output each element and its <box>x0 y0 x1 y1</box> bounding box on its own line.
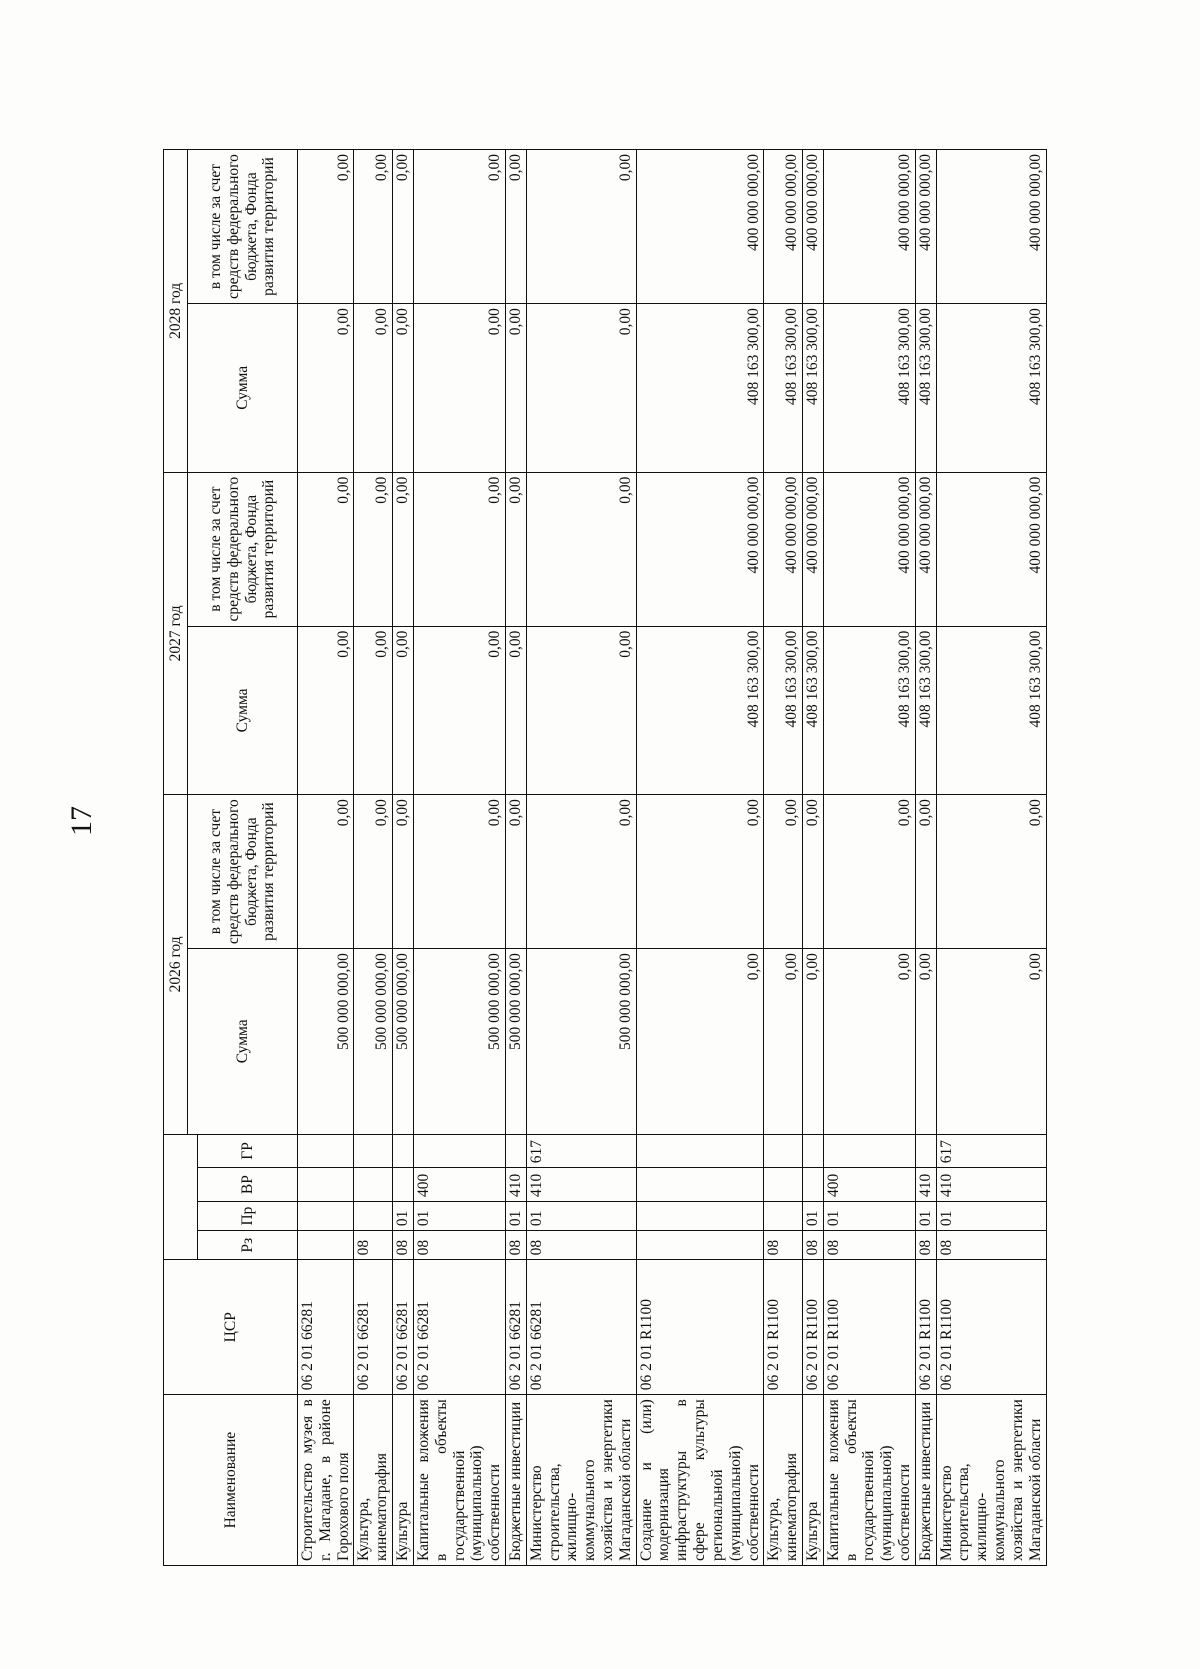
cell-sum-2027: 408 163 300,00 <box>636 626 764 795</box>
cell-sum-2026: 0,00 <box>915 949 936 1134</box>
cell-federal-2027: 0,00 <box>526 472 636 626</box>
cell-name: Министерство строительства, жилищно-коммунального хозяйства и энергетики Магаданской области <box>526 1395 636 1566</box>
cell-federal-2026: 0,00 <box>802 795 823 949</box>
header-pr: Пр <box>198 1201 298 1230</box>
table-row <box>526 150 636 1566</box>
cell-federal-2028: 400 000 000,00 <box>636 150 764 304</box>
cell-vr <box>298 1168 354 1202</box>
cell-federal-2028: 0,00 <box>505 150 526 304</box>
cell-rz: 08 <box>915 1231 936 1260</box>
cell-federal-2026: 0,00 <box>505 795 526 949</box>
cell-csr: 06 2 01 66281 <box>298 1260 354 1395</box>
cell-rz: 08 <box>823 1231 915 1260</box>
header-name: Наименование <box>164 1395 298 1566</box>
cell-sum-2026: 500 000 000,00 <box>298 949 354 1134</box>
cell-vr: 400 <box>823 1168 915 1202</box>
cell-gr <box>413 1134 505 1168</box>
cell-sum-2027: 0,00 <box>354 626 393 795</box>
cell-csr: 06 2 01 66281 <box>526 1260 636 1395</box>
cell-csr: 06 2 01 66281 <box>505 1260 526 1395</box>
cell-federal-2027: 0,00 <box>393 472 414 626</box>
header-csr: ЦСР <box>164 1260 298 1395</box>
table-row <box>823 150 915 1566</box>
cell-federal-2028: 0,00 <box>298 150 354 304</box>
budget-table-wrapper <box>163 149 1044 1566</box>
cell-vr: 410 <box>505 1168 526 1202</box>
cell-federal-2026: 0,00 <box>526 795 636 949</box>
cell-federal-2028: 400 000 000,00 <box>802 150 823 304</box>
table-row <box>413 150 505 1566</box>
cell-federal-2026: 0,00 <box>936 795 1046 949</box>
cell-pr: 01 <box>823 1201 915 1230</box>
cell-pr: 01 <box>413 1201 505 1230</box>
table-row <box>915 150 936 1566</box>
cell-sum-2026: 0,00 <box>936 949 1046 1134</box>
cell-vr <box>764 1168 803 1202</box>
cell-sum-2026: 0,00 <box>636 949 764 1134</box>
cell-sum-2027: 0,00 <box>413 626 505 795</box>
cell-sum-2026: 500 000 000,00 <box>505 949 526 1134</box>
cell-rz: 08 <box>505 1231 526 1260</box>
cell-rz: 08 <box>526 1231 636 1260</box>
page-number: 17 <box>65 806 98 836</box>
cell-federal-2027: 400 000 000,00 <box>636 472 764 626</box>
cell-name: Культура <box>393 1395 414 1566</box>
cell-gr <box>298 1134 354 1168</box>
cell-pr <box>636 1201 764 1230</box>
cell-sum-2028: 408 163 300,00 <box>915 304 936 473</box>
header-federal-2028: в том числе за счет средств федерального бюджета, Фонда развития территорий <box>188 150 298 304</box>
table-row <box>393 150 414 1566</box>
cell-name: Бюджетные инвестиции <box>915 1395 936 1566</box>
cell-rz: 08 <box>764 1231 803 1260</box>
cell-pr <box>764 1201 803 1230</box>
cell-csr: 06 2 01 R1100 <box>823 1260 915 1395</box>
header-sum-2027: Сумма <box>188 626 298 795</box>
cell-federal-2027: 400 000 000,00 <box>823 472 915 626</box>
cell-gr: 617 <box>526 1134 636 1168</box>
cell-vr: 400 <box>413 1168 505 1202</box>
cell-sum-2026: 500 000 000,00 <box>526 949 636 1134</box>
table-row <box>298 150 354 1566</box>
cell-rz: 08 <box>354 1231 393 1260</box>
cell-rz: 08 <box>802 1231 823 1260</box>
cell-gr <box>764 1134 803 1168</box>
header-code-spacer <box>164 1134 198 1260</box>
cell-sum-2027: 408 163 300,00 <box>802 626 823 795</box>
cell-federal-2028: 400 000 000,00 <box>936 150 1046 304</box>
cell-sum-2027: 0,00 <box>505 626 526 795</box>
cell-sum-2026: 500 000 000,00 <box>354 949 393 1134</box>
cell-pr: 01 <box>915 1201 936 1230</box>
header-federal-2026: в том числе за счет средств федерального бюджета, Фонда развития территорий <box>188 795 298 949</box>
cell-name: Культура, кинематография <box>764 1395 803 1566</box>
cell-sum-2026: 0,00 <box>764 949 803 1134</box>
cell-gr: 617 <box>936 1134 1046 1168</box>
table-row <box>764 150 803 1566</box>
table-row <box>802 150 823 1566</box>
cell-csr: 06 2 01 R1100 <box>764 1260 803 1395</box>
cell-sum-2028: 0,00 <box>505 304 526 473</box>
cell-pr: 01 <box>936 1201 1046 1230</box>
cell-sum-2028: 408 163 300,00 <box>802 304 823 473</box>
header-sum-2026: Сумма <box>188 949 298 1134</box>
cell-federal-2028: 0,00 <box>526 150 636 304</box>
cell-federal-2026: 0,00 <box>413 795 505 949</box>
cell-sum-2028: 0,00 <box>526 304 636 473</box>
cell-rz: 08 <box>413 1231 505 1260</box>
header-federal-2027: в том числе за счет средств федерального бюджета, Фонда развития территорий <box>188 472 298 626</box>
cell-gr <box>802 1134 823 1168</box>
header-year-2027: 2027 год <box>164 472 188 795</box>
cell-gr <box>393 1134 414 1168</box>
cell-rz <box>298 1231 354 1260</box>
cell-vr: 410 <box>526 1168 636 1202</box>
cell-sum-2028: 408 163 300,00 <box>823 304 915 473</box>
cell-federal-2028: 0,00 <box>393 150 414 304</box>
table-row <box>354 150 393 1566</box>
cell-csr: 06 2 01 R1100 <box>936 1260 1046 1395</box>
cell-vr <box>393 1168 414 1202</box>
cell-federal-2027: 0,00 <box>298 472 354 626</box>
cell-federal-2026: 0,00 <box>823 795 915 949</box>
cell-federal-2026: 0,00 <box>354 795 393 949</box>
cell-federal-2028: 0,00 <box>354 150 393 304</box>
cell-sum-2028: 0,00 <box>413 304 505 473</box>
cell-federal-2027: 0,00 <box>505 472 526 626</box>
cell-name: Капитальные вложения в объекты государственной (муниципальной) собственности <box>823 1395 915 1566</box>
cell-sum-2028: 0,00 <box>354 304 393 473</box>
cell-federal-2027: 0,00 <box>354 472 393 626</box>
cell-sum-2028: 0,00 <box>298 304 354 473</box>
cell-pr <box>298 1201 354 1230</box>
cell-sum-2027: 0,00 <box>526 626 636 795</box>
cell-federal-2027: 400 000 000,00 <box>764 472 803 626</box>
cell-sum-2027: 408 163 300,00 <box>915 626 936 795</box>
cell-pr: 01 <box>802 1201 823 1230</box>
cell-sum-2028: 408 163 300,00 <box>636 304 764 473</box>
cell-federal-2028: 400 000 000,00 <box>915 150 936 304</box>
cell-name: Министерство строительства, жилищно-коммунального хозяйства и энергетики Магаданской области <box>936 1395 1046 1566</box>
cell-csr: 06 2 01 R1100 <box>915 1260 936 1395</box>
cell-name: Бюджетные инвестиции <box>505 1395 526 1566</box>
cell-vr: 410 <box>936 1168 1046 1202</box>
cell-csr: 06 2 01 R1100 <box>636 1260 764 1395</box>
cell-gr <box>505 1134 526 1168</box>
cell-federal-2028: 400 000 000,00 <box>764 150 803 304</box>
cell-sum-2027: 408 163 300,00 <box>936 626 1046 795</box>
table-body <box>298 150 1047 1566</box>
cell-name: Создание и (или) модернизация инфраструктуры в сфере культуры региональной (муниципальной) собственности <box>636 1395 764 1566</box>
cell-sum-2026: 0,00 <box>802 949 823 1134</box>
cell-sum-2028: 408 163 300,00 <box>764 304 803 473</box>
cell-federal-2027: 400 000 000,00 <box>802 472 823 626</box>
cell-pr <box>354 1201 393 1230</box>
cell-rz: 08 <box>936 1231 1046 1260</box>
cell-sum-2027: 408 163 300,00 <box>823 626 915 795</box>
table-row <box>936 150 1046 1566</box>
cell-gr <box>354 1134 393 1168</box>
table-row <box>505 150 526 1566</box>
cell-name: Капитальные вложения в объекты государственной (муниципальной) собственности <box>413 1395 505 1566</box>
cell-pr: 01 <box>526 1201 636 1230</box>
budget-table <box>163 149 1047 1566</box>
cell-rz: 08 <box>393 1231 414 1260</box>
cell-federal-2026: 0,00 <box>393 795 414 949</box>
header-sum-2028: Сумма <box>188 304 298 473</box>
cell-federal-2026: 0,00 <box>915 795 936 949</box>
header-gr: ГР <box>198 1134 298 1168</box>
cell-federal-2027: 400 000 000,00 <box>915 472 936 626</box>
cell-csr: 06 2 01 66281 <box>354 1260 393 1395</box>
cell-sum-2027: 408 163 300,00 <box>764 626 803 795</box>
cell-federal-2028: 400 000 000,00 <box>823 150 915 304</box>
cell-gr <box>915 1134 936 1168</box>
cell-gr <box>636 1134 764 1168</box>
cell-vr <box>636 1168 764 1202</box>
cell-sum-2026: 500 000 000,00 <box>413 949 505 1134</box>
cell-federal-2026: 0,00 <box>764 795 803 949</box>
cell-pr: 01 <box>393 1201 414 1230</box>
cell-federal-2026: 0,00 <box>636 795 764 949</box>
cell-pr: 01 <box>505 1201 526 1230</box>
cell-vr: 410 <box>915 1168 936 1202</box>
cell-csr: 06 2 01 66281 <box>393 1260 414 1395</box>
cell-federal-2027: 0,00 <box>413 472 505 626</box>
cell-sum-2027: 0,00 <box>393 626 414 795</box>
cell-gr <box>823 1134 915 1168</box>
cell-federal-2028: 0,00 <box>413 150 505 304</box>
cell-sum-2028: 0,00 <box>393 304 414 473</box>
cell-rz <box>636 1231 764 1260</box>
header-rz: Рз <box>198 1231 298 1260</box>
header-year-2028: 2028 год <box>164 150 188 473</box>
header-year-2026: 2026 год <box>164 795 188 1134</box>
cell-vr <box>354 1168 393 1202</box>
cell-sum-2026: 500 000 000,00 <box>393 949 414 1134</box>
cell-sum-2028: 408 163 300,00 <box>936 304 1046 473</box>
cell-name: Строительство музея в г. Магадане, в районе Горохового поля <box>298 1395 354 1566</box>
cell-name: Культура, кинематография <box>354 1395 393 1566</box>
cell-csr: 06 2 01 R1100 <box>802 1260 823 1395</box>
header-vr: ВР <box>198 1168 298 1202</box>
cell-federal-2027: 400 000 000,00 <box>936 472 1046 626</box>
cell-sum-2027: 0,00 <box>298 626 354 795</box>
cell-vr <box>802 1168 823 1202</box>
cell-csr: 06 2 01 66281 <box>413 1260 505 1395</box>
table-row <box>636 150 764 1566</box>
cell-name: Культура <box>802 1395 823 1566</box>
cell-federal-2026: 0,00 <box>298 795 354 949</box>
cell-sum-2026: 0,00 <box>823 949 915 1134</box>
